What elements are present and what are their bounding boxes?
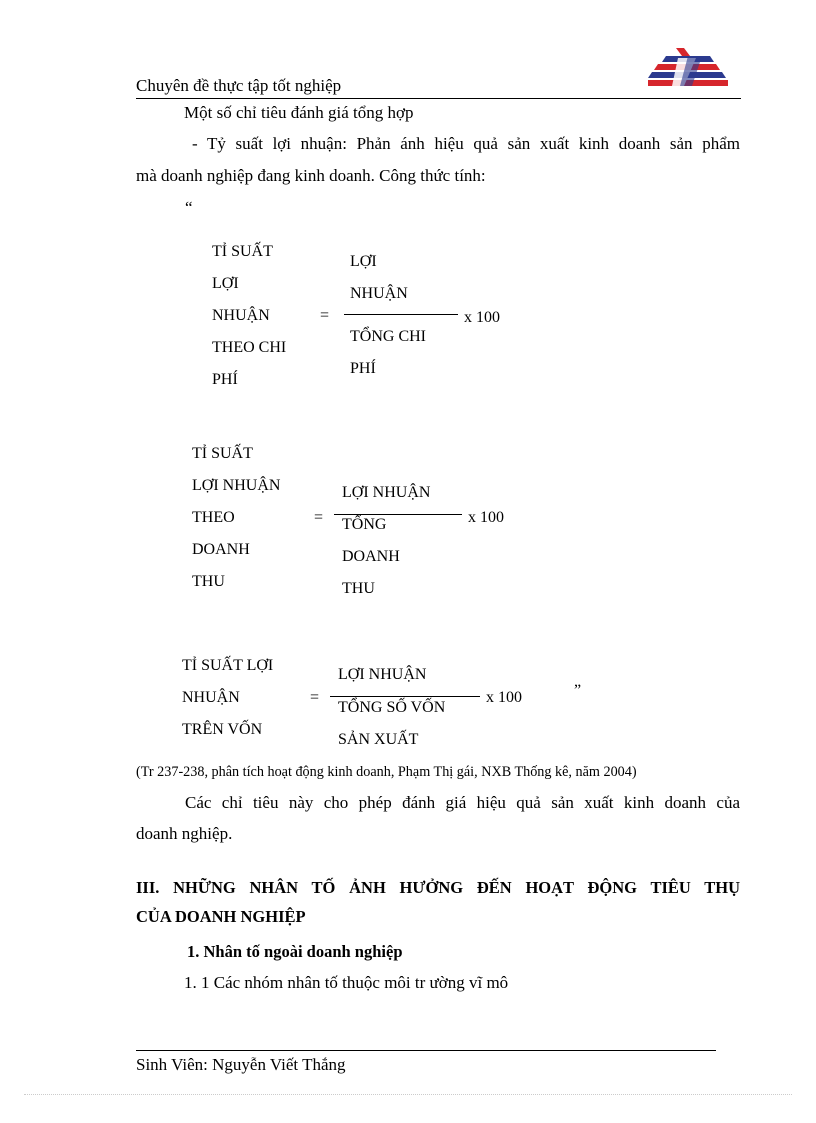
footer-student: Sinh Viên: Nguyễn Viết Thắng	[136, 1055, 346, 1074]
formula-2-lhs-line: LỢI NHUẬN	[192, 477, 281, 494]
open-quote: “	[185, 198, 193, 217]
formula-3-numerator: LỢI NHUẬN	[338, 666, 427, 683]
formula-2-fraction-bar	[334, 514, 462, 515]
formula-3-multiplier: x 100	[486, 689, 522, 706]
formula-3-lhs-line: TRÊN VỐN	[182, 721, 263, 738]
formula-1-lhs-line: NHUẬN	[212, 307, 270, 324]
formula-1-numerator: LỢI	[350, 253, 377, 270]
section-title-text1: III. NHỮNG NHÂN TỐ ẢNH HƯỞNG ĐẾN HOẠT ĐỘNG TIÊU THỤ	[136, 878, 740, 897]
section-title-line1	[136, 872, 740, 904]
formula-3-fraction-bar	[330, 696, 480, 697]
conclusion-text1: Các chỉ tiêu này cho phép đánh giá hiệu quả sản xuất kinh doanh của	[185, 793, 740, 812]
formula-2-numerator: LỢI NHUẬN	[342, 484, 431, 501]
formula-2-denominator: TỔNG	[342, 516, 387, 533]
page-bottom-border	[24, 1094, 792, 1095]
formula-1-fraction-bar	[344, 314, 458, 315]
intro-para-line1	[136, 128, 740, 160]
formula-3-denominator: TỔNG SỐ VỐN	[338, 699, 446, 716]
formula-2-lhs-line: DOANH	[192, 541, 250, 558]
logo-icon	[648, 46, 728, 90]
formula-3-lhs-line: NHUẬN	[182, 689, 240, 706]
formula-1-lhs-line: LỢI	[212, 275, 239, 292]
formula-3-lhs-line: TỈ SUẤT LỢI	[182, 657, 274, 674]
footer-divider	[136, 1050, 716, 1051]
formula-1-denominator: TỔNG CHI	[350, 328, 426, 345]
header-title: Chuyên đề thực tập tốt nghiệp	[136, 76, 342, 95]
close-quote: ”	[574, 682, 582, 699]
formula-2-equals: =	[314, 509, 324, 526]
formula-1-denominator: PHÍ	[350, 360, 376, 377]
formula-2-lhs-line: THEO	[192, 509, 235, 526]
formula-3-denominator: SẢN XUẤT	[338, 731, 419, 748]
subsubsection-heading: 1. 1 Các nhóm nhân tố thuộc môi tr ường vĩ mô	[184, 973, 509, 992]
formula-3-equals: =	[310, 689, 320, 706]
formula-2-lhs-line: TỈ SUẤT	[192, 445, 253, 462]
formula-2-multiplier: x 100	[468, 509, 504, 526]
formula-2-lhs-line: THU	[192, 573, 225, 590]
subsection-heading: 1. Nhân tố ngoài doanh nghiệp	[187, 942, 403, 961]
intro-para-text1: - Tỷ suất lợi nhuận: Phản ánh hiệu quả sản xuất kinh doanh sản phẩm	[192, 134, 740, 153]
formula-2-denominator: THU	[342, 580, 375, 597]
formula-1-multiplier: x 100	[464, 309, 500, 326]
intro-para-line2: mà doanh nghiệp đang kinh doanh. Công thức tính:	[136, 166, 486, 185]
formula-1-equals: =	[320, 307, 330, 324]
formula-1-lhs-line: TỈ SUẤT	[212, 243, 273, 260]
conclusion-line1	[136, 787, 740, 819]
intro-heading: Một số chỉ tiêu đánh giá tổng hợp	[184, 103, 414, 122]
conclusion-line2: doanh nghiệp.	[136, 824, 233, 843]
citation: (Tr 237-238, phân tích hoạt động kinh doanh, Phạm Thị gái, NXB Thống kê, năm 2004)	[136, 764, 637, 780]
formula-1-lhs-line: THEO CHI	[212, 339, 287, 356]
formula-2-denominator: DOANH	[342, 548, 400, 565]
section-title-line2: CỦA DOANH NGHIỆP	[136, 907, 306, 926]
formula-1-lhs-line: PHÍ	[212, 371, 238, 388]
header-divider	[136, 98, 741, 99]
formula-1-numerator: NHUẬN	[350, 285, 408, 302]
